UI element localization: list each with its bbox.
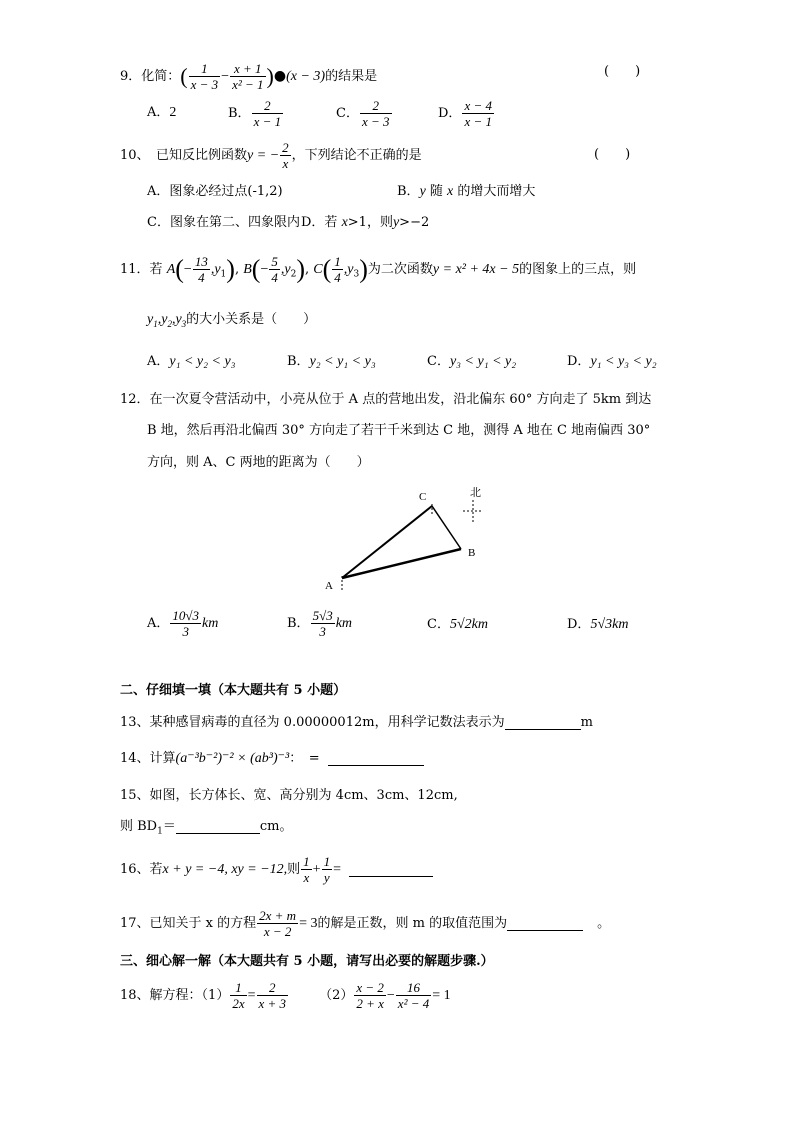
q9-option-b[interactable]: B． $\frac{2}{x - 1}$: [228, 98, 282, 129]
q9-option-d[interactable]: D． $\frac{x - 4}{x - 1}$: [438, 98, 492, 129]
q11-function: y = x² + 4x − 5: [432, 262, 520, 277]
q13: 13、某种感冒病毒的直径为 0.00000012m，用科学记数法表示为 m: [120, 715, 593, 730]
q12-option-a[interactable]: A． $\frac{10√3}{3}$ km: [147, 608, 219, 639]
q9-multiplier: (x − 3): [286, 69, 326, 84]
q14: 14、计算(a⁻³b⁻²)⁻² × (ab³)⁻³： =: [120, 752, 424, 766]
q10-option-c[interactable]: C．图象在第二、四象限内: [147, 215, 300, 230]
q14-expression: (a⁻³b⁻²)⁻² × (ab³)⁻³: [175, 751, 290, 766]
label-a: A: [325, 580, 333, 592]
section-2-heading: 二、仔细填一填（本大题共有 5 小题）: [120, 683, 347, 698]
q11-point-c: C: [313, 262, 323, 277]
q10-option-d[interactable]: D．若 x>1，则y>−2: [301, 215, 430, 230]
q12-line1: 12．在一次夏令营活动中，小亮从位于 A 点的营地出发，沿北偏东 60° 方向走了 5km 到达: [120, 392, 652, 407]
q9-number: 9．化简：: [120, 69, 181, 84]
q9-frac2: $\frac{x + 1}{\text{x² − 1}}$: [232, 61, 264, 92]
q10-stem: 10、 已知反比例函数y = − $\frac{2}{x}$ ，下列结论不正确的是: [120, 140, 422, 171]
q10-option-a[interactable]: A．图象必经过点(-1,2): [147, 184, 283, 199]
q10-function: y = −: [247, 148, 280, 163]
q10-answer-blank[interactable]: ( ): [594, 147, 631, 162]
q16: 16、若x + y = −4, xy = −12,则 $\frac{1}{x}$ + $\frac{1}{y}$ =: [120, 854, 433, 885]
label-north: 北: [470, 486, 481, 499]
q9-tail: 的结果是: [325, 69, 378, 84]
q11-option-b[interactable]: B．y₂ < y₁ < y₃: [287, 354, 376, 369]
q15-answer-blank[interactable]: [176, 820, 260, 834]
section-3-heading: 三、细心解一解（本大题共有 5 小题，请写出必要的解题步骤.）: [120, 954, 494, 969]
q14-answer-blank[interactable]: [328, 752, 424, 766]
q12-option-d[interactable]: D．5√3km: [567, 617, 629, 632]
segment-bc: [432, 506, 461, 549]
q12-line2: B 地，然后再沿北偏西 30° 方向走了若干千米到达 C 地，测得 A 地在 C 地南偏西 30°: [147, 423, 651, 438]
q17: 17、已知关于 x 的方程 $\frac{2x + m}{x - 2}$ = 3的解是正数，则 m 的取值范围为 。: [120, 908, 611, 939]
q12-figure: [320, 480, 500, 600]
label-c: C: [419, 491, 427, 503]
q12-option-b[interactable]: B． $\frac{5√3}{3}$ km: [287, 608, 353, 639]
q10-option-b[interactable]: B．y 随 x 的增大而增大: [397, 184, 536, 199]
q9-answer-blank[interactable]: ( ): [604, 64, 641, 79]
q11-option-c[interactable]: C．y₃ < y₁ < y₂: [427, 354, 517, 369]
label-b: B: [468, 547, 476, 559]
q15-line1: 15、如图，长方体长、宽、高分别为 4cm、3cm、12cm,: [120, 788, 458, 803]
q17-answer-blank[interactable]: [507, 917, 583, 931]
q11-option-d[interactable]: D．y₁ < y₃ < y₂: [567, 354, 657, 369]
q9-frac1: $\frac{1}{x - 3}$: [190, 61, 219, 92]
q13-answer-blank[interactable]: [505, 716, 581, 730]
q11-point-a: A: [166, 262, 176, 277]
q12-option-c[interactable]: C．5√2km: [427, 617, 488, 632]
q11-point-b: B: [243, 262, 252, 277]
q9-option-a[interactable]: A．2: [147, 105, 177, 120]
q12-line3: 方向，则 A、C 两地的距离为（ ）: [147, 455, 370, 470]
q18: 18、解方程：（1） $\frac{1}{2x}$ = $\frac{2}{x + 3}$ （2） $\frac{x - 2}{2 + x}$ − $\frac{16}{\text{x² − 4}}$ = 1: [120, 980, 451, 1011]
q9-stem: 9．化简：( $\frac{1}{x - 3}$ − $\frac{x + 1}{\text{x² − 1}}$ )●(x − 3)的结果是: [120, 61, 378, 92]
q11-stem: 11．若 A(− $\frac{13}{4}$ $,y_1$), B(− $\frac{5}{4}$ $,y_2$), C( $\frac{1}{4}$ $,y_3$)为二次函数y = x² + 4x − 5的图象上的三点，则: [120, 254, 637, 285]
q11-option-a[interactable]: A．y₁ < y₂ < y₃: [147, 354, 236, 369]
q15-line2: 则 $BD_1=$ cm。: [120, 819, 293, 837]
q9-option-c[interactable]: C． $\frac{2}{x - 3}$: [336, 98, 390, 129]
q11-line2: $y_1,y_2,y_3$的大小关系是（ ）: [147, 312, 317, 329]
q16-condition: x + y = −4, xy = −12,: [162, 862, 288, 877]
q16-answer-blank[interactable]: [349, 863, 433, 877]
